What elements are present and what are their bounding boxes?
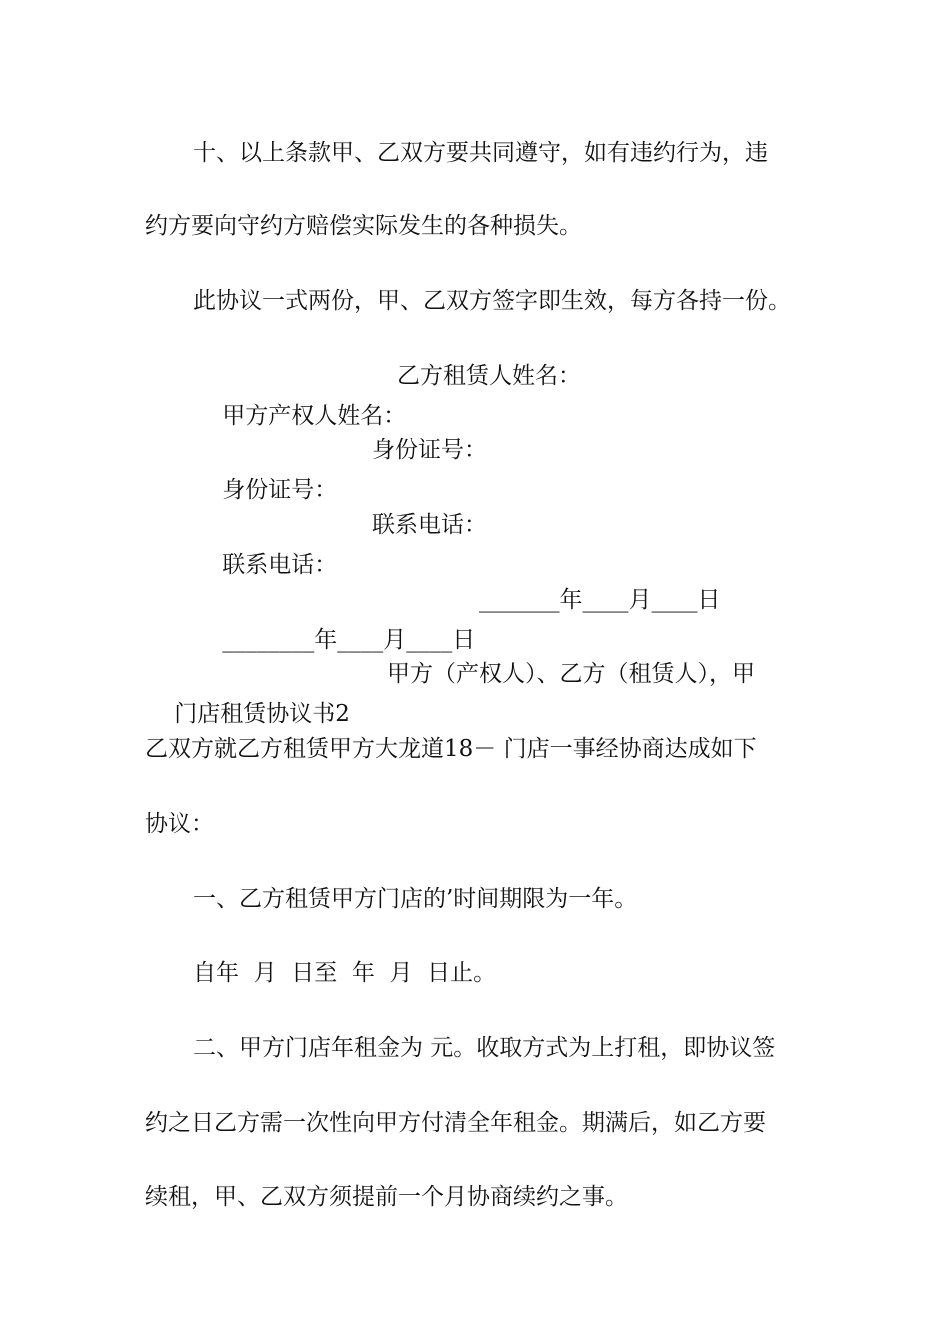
- lease-period-line: 自年 月 日至 年 月 日止。: [193, 960, 497, 986]
- party-a-date-blank: ________年____月____日: [222, 627, 476, 653]
- second-agreement-heading-row: [145, 654, 815, 727]
- clause-two-line-2: 约之日乙方需一次性向甲方付清全年租金。期满后，如乙方要: [145, 1110, 766, 1136]
- party-a-id-label: 身份证号：: [222, 477, 338, 503]
- date-row: [193, 580, 815, 653]
- party-b-tenant-name-label: 乙方租赁人姓名：: [397, 363, 581, 389]
- clause-ten-line-1: 十、以上条款甲、乙双方要共同遵守，如有违约行为，违: [193, 140, 768, 166]
- copies-clause: 此协议一式两份，甲、乙双方签字即生效，每方各持一份。: [193, 288, 791, 314]
- intro-line-2: 乙双方就乙方租赁甲方大龙道18－ 门店一事经协商达成如下: [145, 736, 757, 762]
- party-b-phone-label: 联系电话：: [372, 512, 487, 538]
- id-number-row: [193, 430, 815, 503]
- clause-ten-line-2: 约方要向守约方赔偿实际发生的各种损失。: [145, 213, 582, 239]
- party-a-owner-name-label: 甲方产权人姓名：: [222, 403, 407, 429]
- agreement-title: 门店租赁协议书2: [174, 701, 350, 727]
- phone-row: [193, 505, 815, 578]
- clause-two-line-3: 续租，甲、乙双方须提前一个月协商续约之事。: [145, 1184, 628, 1210]
- party-names-row: [193, 356, 815, 429]
- party-a-phone-label: 联系电话：: [222, 552, 338, 578]
- party-b-date-blank: _______年____月____日: [479, 587, 721, 613]
- party-b-id-label: 身份证号：: [372, 437, 487, 463]
- clause-one: 一、乙方租赁甲方门店的’时间期限为一年。: [193, 886, 638, 912]
- parties-intro: 甲方（产权人）、乙方（租赁人），甲: [387, 661, 755, 687]
- intro-line-3: 协议：: [145, 811, 214, 837]
- clause-two-line-1: 二、甲方门店年租金为 元。收取方式为上打租，即协议签: [193, 1035, 776, 1061]
